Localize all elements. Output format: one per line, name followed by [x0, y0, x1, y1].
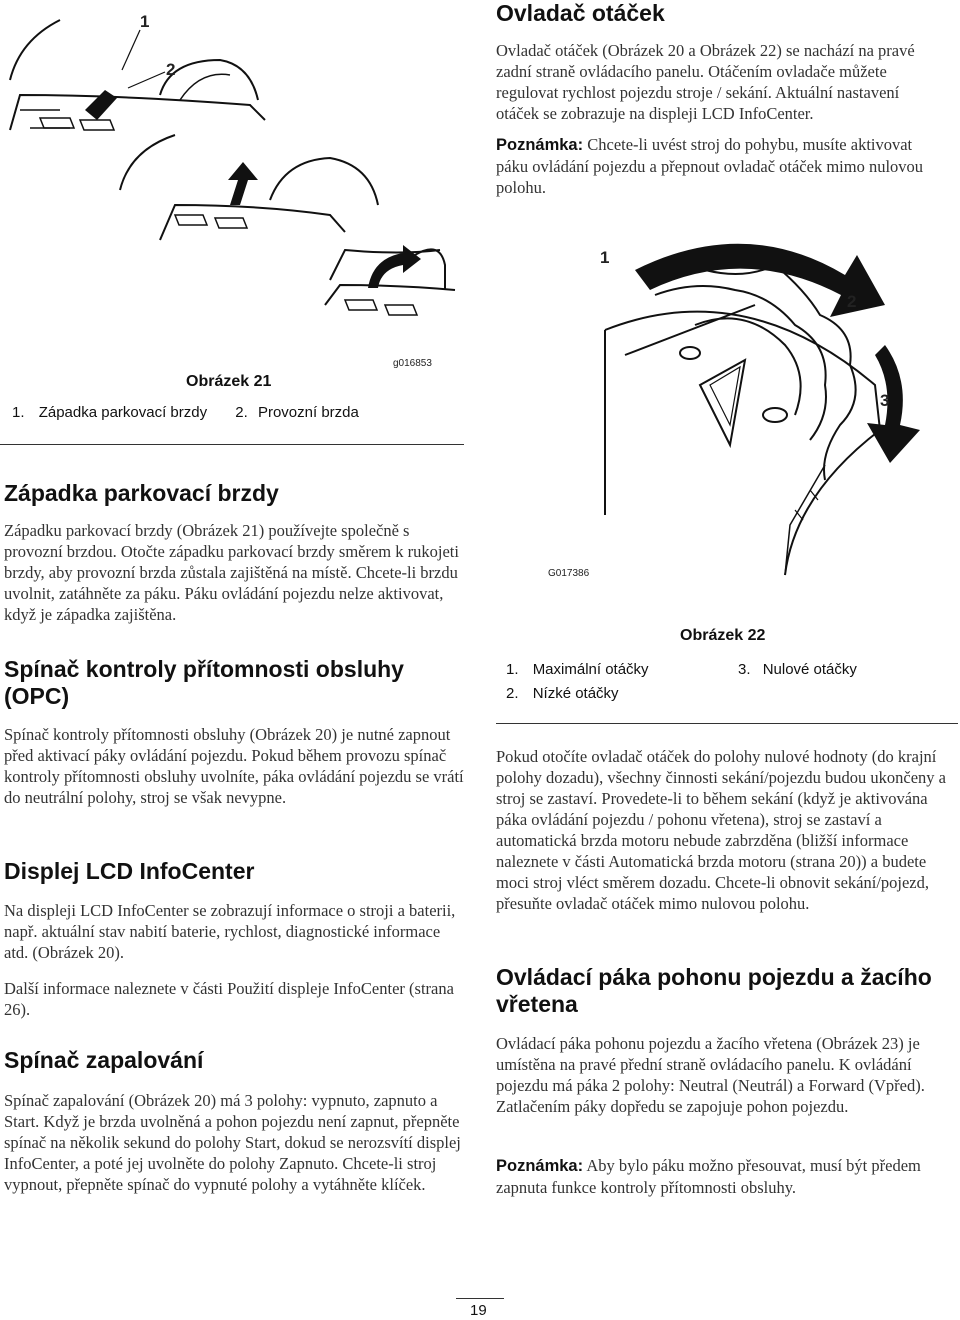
section-paragraph: Západku parkovací brzdy (Obrázek 21) používejte společně s provozní brzdou. Otočte západku parkovací brzdy směrem k rukojeti brzdy, aby provozní brzda zůstala zajištěná na místě. Chcete-li brzdu uvolnit, zatáhněte za páku. Páku ovládání pojezdu nelze aktivovat, když je západka zajištěna. [4, 521, 459, 624]
fig22-callout-1: 1 [600, 248, 610, 267]
note-label: Poznámka: [496, 1157, 584, 1175]
legend-num: 1. [12, 404, 25, 421]
section-paragraph: Na displeji LCD InfoCenter se zobrazují informace o stroji a baterii, např. aktuální stav nabití baterie, rychlost, diagnostické informace atd. (Obrázek 20). [4, 901, 456, 962]
note-text: Chcete-li uvést stroj do pohybu, musíte aktivovat páku ovládání pojezdu a přepnout ovladač otáček mimo nulovou polohu. [496, 135, 924, 197]
legend-num: 2. [506, 685, 519, 702]
note-label: Poznámka: [496, 136, 584, 154]
section-heading: Ovládací páka pohonu pojezdu a žacího vřetena [496, 964, 932, 1017]
figure-21-illustration [0, 0, 470, 375]
legend-num: 3. [738, 661, 751, 678]
section-heading: Ovladač otáček [496, 0, 665, 26]
fig22-legend-1 [506, 661, 649, 678]
fig21-callout-2: 2 [166, 60, 176, 79]
note-paragraph [496, 134, 946, 198]
fig21-title: Obrázek 21 [186, 373, 272, 390]
fig21-callout-1: 1 [140, 12, 150, 31]
fig21-legend [12, 404, 359, 421]
fig22-callout-3: 3 [880, 391, 890, 410]
page-number: 19 [470, 1302, 487, 1319]
figure-22-illustration [595, 235, 960, 615]
section-heading: Spínač zapalování [4, 1047, 204, 1073]
divider [0, 444, 464, 445]
divider [496, 723, 958, 724]
legend-text: Nízké otáčky [532, 685, 619, 702]
fig22-callout-2: 2 [847, 292, 857, 311]
legend-text: Západka parkovací brzdy [38, 404, 208, 421]
section-heading: Spínač kontroly přítomnosti obsluhy (OPC) [4, 656, 404, 709]
section-heading: Západka parkovací brzdy [4, 480, 279, 506]
fig22-legend-2 [506, 685, 619, 702]
legend-num: 2. [235, 404, 248, 421]
section-paragraph: Spínač kontroly přítomnosti obsluhy (Obrázek 20) je nutné zapnout před aktivací páky ovládání pojezdu. Pokud během provozu spínač kontroly přítomnosti obsluhy uvolníte, páka ovládání pojezdu se vrátí do neutrální polohy, stroj se však nevypne. [4, 725, 464, 807]
section-paragraph: Další informace naleznete v části Použití displeje InfoCenter (strana 26). [4, 979, 454, 1019]
legend-text: Provozní brzda [257, 404, 359, 421]
note-text: Aby bylo páku možno přesouvat, musí být předem zapnuta funkce kontroly přítomnosti obsluhy. [496, 1156, 921, 1197]
legend-text: Nulové otáčky [762, 661, 857, 678]
section-paragraph: Ovládací páka pohonu pojezdu a žacího vřetena (Obrázek 23) je umístěna na pravé přední straně ovládacího panelu. K ovládání pojezdu má páka 2 polohy: Neutral (Neutrál) a Forward (Vpřed). Zatlačením páky dopředu se zapojuje pohon pojezdu. [496, 1034, 925, 1116]
section-paragraph: Ovladač otáček (Obrázek 20 a Obrázek 22) se nachází na pravé zadní straně ovládacího panelu. Otáčením ovladače můžete regulovat rychlost pojezdu stroje / sekání. Aktuální nastavení otáček se zobrazuje na displeji LCD InfoCenter. [496, 41, 915, 123]
fig22-code: G017386 [548, 568, 590, 579]
fig21-code: g016853 [393, 358, 432, 369]
section-paragraph: Pokud otočíte ovladač otáček do polohy nulové hodnoty (do krajní polohy dozadu), všechny činnosti sekání/pojezdu budou ukončeny a stroj se zastaví. Provedete-li to během sekání (když je aktivována páka ovládání pojezdu / pohonu vřetena), stroj se zastaví a automatická brzda motoru nebude zabrzděna (bližší informace naleznete v části Automatická brzda motoru (strana 20)) a budete moci stroj vléct směrem dozadu. Chcete-li obnovit sekání/pojezd, přesuňte ovladač otáček mimo nulovou polohu. [496, 747, 946, 913]
note-paragraph [496, 1155, 951, 1198]
section-heading: Displej LCD InfoCenter [4, 858, 255, 884]
fig22-title: Obrázek 22 [680, 627, 766, 644]
legend-num: 1. [506, 661, 519, 678]
section-paragraph: Spínač zapalování (Obrázek 20) má 3 polohy: vypnuto, zapnuto a Start. Když je brzda uvolněná a pohon pojezdu není zapnut, přepněte spínač na několik sekund do polohy Start, dokud se nerozsvítí displej InfoCenter, a poté jej uvolněte do polohy Zapnuto. Chcete-li stroj vypnout, přepněte spínač do vypnuté polohy a vytáhněte klíček. [4, 1091, 461, 1194]
legend-text: Maximální otáčky [532, 661, 649, 678]
fig22-legend-3 [738, 661, 857, 678]
page-number-rule [456, 1298, 504, 1299]
